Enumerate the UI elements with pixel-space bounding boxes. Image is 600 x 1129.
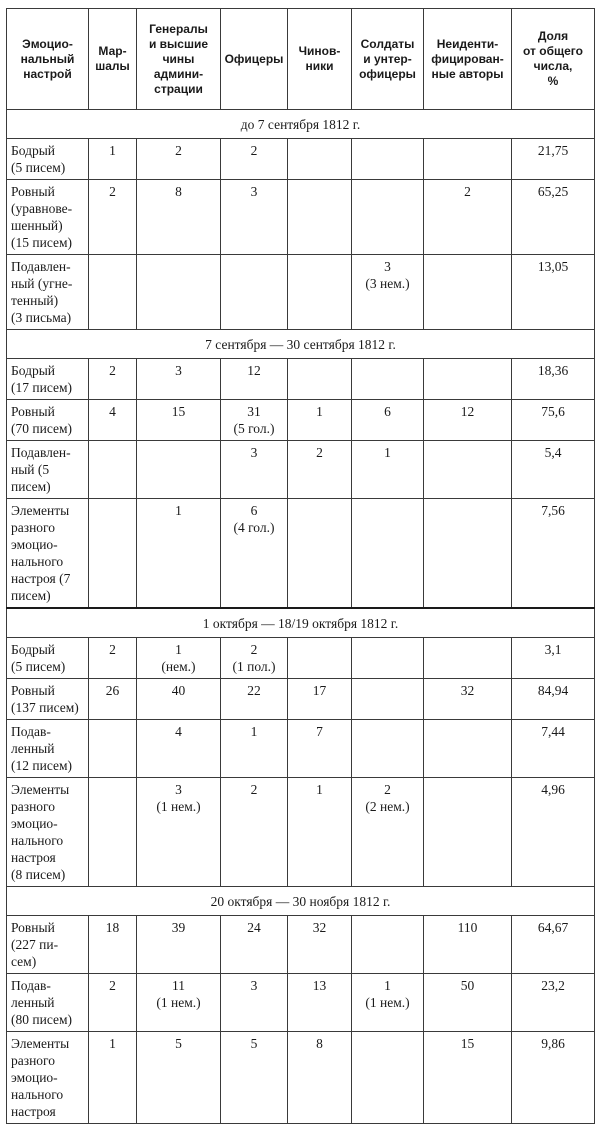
cell-marshals: 1 bbox=[89, 1032, 137, 1124]
mood-cell: Элементы разного эмоцио- нального настроя (8 писем) bbox=[7, 778, 89, 887]
cell-share: 3,1 bbox=[512, 638, 595, 679]
cell-marshals: 2 bbox=[89, 974, 137, 1032]
cell-share: 5,4 bbox=[512, 441, 595, 499]
cell-marshals bbox=[89, 255, 137, 330]
mood-cell: Подав- ленный (12 писем) bbox=[7, 720, 89, 778]
cell-generals: 8 bbox=[137, 180, 221, 255]
cell-officials bbox=[288, 180, 352, 255]
cell-unidentified bbox=[424, 778, 512, 887]
period-label: 7 сентября — 30 сентября 1812 г. bbox=[7, 330, 595, 359]
table-row bbox=[7, 441, 595, 499]
mood-cell: Ровный (137 писем) bbox=[7, 679, 89, 720]
mood-cell: Подавлен- ный (угне- тенный) (3 письма) bbox=[7, 255, 89, 330]
mood-cell: Бодрый (17 писем) bbox=[7, 359, 89, 400]
cell-officers: 6 (4 гол.) bbox=[221, 499, 288, 609]
cell-officers: 2 (1 пол.) bbox=[221, 638, 288, 679]
cell-officials: 8 bbox=[288, 1032, 352, 1124]
cell-officials: 1 bbox=[288, 400, 352, 441]
table-row bbox=[7, 139, 595, 180]
cell-unidentified bbox=[424, 638, 512, 679]
period-row bbox=[7, 887, 595, 916]
header-unidentified: Неиденти- фицирован- ные авторы bbox=[424, 9, 512, 110]
cell-officials: 32 bbox=[288, 916, 352, 974]
period-label: 20 октября — 30 ноября 1812 г. bbox=[7, 887, 595, 916]
header-soldiers: Солдаты и унтер- офицеры bbox=[352, 9, 424, 110]
period-row bbox=[7, 330, 595, 359]
cell-generals: 5 bbox=[137, 1032, 221, 1124]
cell-generals: 11 (1 нем.) bbox=[137, 974, 221, 1032]
cell-marshals: 2 bbox=[89, 359, 137, 400]
cell-marshals bbox=[89, 499, 137, 609]
cell-soldiers bbox=[352, 720, 424, 778]
cell-unidentified: 12 bbox=[424, 400, 512, 441]
cell-generals: 3 (1 нем.) bbox=[137, 778, 221, 887]
cell-soldiers bbox=[352, 139, 424, 180]
cell-officials: 2 bbox=[288, 441, 352, 499]
mood-cell: Подав- ленный (80 писем) bbox=[7, 974, 89, 1032]
cell-officials bbox=[288, 139, 352, 180]
cell-officials: 17 bbox=[288, 679, 352, 720]
cell-share: 65,25 bbox=[512, 180, 595, 255]
cell-unidentified bbox=[424, 359, 512, 400]
period-row bbox=[7, 110, 595, 139]
table-row bbox=[7, 400, 595, 441]
table-row bbox=[7, 916, 595, 974]
table-row bbox=[7, 255, 595, 330]
cell-share: 13,05 bbox=[512, 255, 595, 330]
cell-generals: 2 bbox=[137, 139, 221, 180]
cell-unidentified: 15 bbox=[424, 1032, 512, 1124]
cell-officials: 13 bbox=[288, 974, 352, 1032]
cell-officers: 2 bbox=[221, 778, 288, 887]
header-generals: Генералы и высшие чины админи- страции bbox=[137, 9, 221, 110]
cell-marshals: 26 bbox=[89, 679, 137, 720]
cell-unidentified bbox=[424, 139, 512, 180]
cell-generals: 15 bbox=[137, 400, 221, 441]
cell-unidentified bbox=[424, 720, 512, 778]
cell-generals bbox=[137, 441, 221, 499]
table-row bbox=[7, 679, 595, 720]
cell-officers: 2 bbox=[221, 139, 288, 180]
cell-soldiers bbox=[352, 1032, 424, 1124]
cell-officers: 12 bbox=[221, 359, 288, 400]
cell-soldiers bbox=[352, 180, 424, 255]
table-row bbox=[7, 720, 595, 778]
cell-soldiers: 1 (1 нем.) bbox=[352, 974, 424, 1032]
cell-marshals bbox=[89, 778, 137, 887]
period-label: 1 октября — 18/19 октября 1812 г. bbox=[7, 608, 595, 638]
table-row bbox=[7, 1032, 595, 1124]
cell-generals: 3 bbox=[137, 359, 221, 400]
mood-cell: Ровный (уравнове- шенный) (15 писем) bbox=[7, 180, 89, 255]
mood-cell: Бодрый (5 писем) bbox=[7, 638, 89, 679]
mood-statistics-table bbox=[6, 8, 595, 1124]
cell-marshals bbox=[89, 441, 137, 499]
cell-unidentified: 50 bbox=[424, 974, 512, 1032]
cell-soldiers bbox=[352, 916, 424, 974]
table-row bbox=[7, 180, 595, 255]
cell-soldiers bbox=[352, 499, 424, 609]
cell-marshals bbox=[89, 720, 137, 778]
cell-officials bbox=[288, 255, 352, 330]
header-marshals: Мар- шалы bbox=[89, 9, 137, 110]
cell-marshals: 4 bbox=[89, 400, 137, 441]
cell-generals: 39 bbox=[137, 916, 221, 974]
cell-share: 7,56 bbox=[512, 499, 595, 609]
header-share: Доля от общего числа, % bbox=[512, 9, 595, 110]
cell-officers bbox=[221, 255, 288, 330]
cell-marshals: 18 bbox=[89, 916, 137, 974]
cell-officers: 22 bbox=[221, 679, 288, 720]
cell-officers: 24 bbox=[221, 916, 288, 974]
header-mood: Эмоцио- нальный настрой bbox=[7, 9, 89, 110]
cell-unidentified bbox=[424, 499, 512, 609]
cell-officials bbox=[288, 359, 352, 400]
mood-cell: Подавлен- ный (5 писем) bbox=[7, 441, 89, 499]
table-row bbox=[7, 778, 595, 887]
cell-soldiers: 3 (3 нем.) bbox=[352, 255, 424, 330]
cell-unidentified: 32 bbox=[424, 679, 512, 720]
cell-soldiers bbox=[352, 679, 424, 720]
header-officers: Офицеры bbox=[221, 9, 288, 110]
cell-unidentified: 110 bbox=[424, 916, 512, 974]
period-label: до 7 сентября 1812 г. bbox=[7, 110, 595, 139]
cell-soldiers: 6 bbox=[352, 400, 424, 441]
mood-cell: Бодрый (5 писем) bbox=[7, 139, 89, 180]
cell-unidentified bbox=[424, 255, 512, 330]
cell-share: 18,36 bbox=[512, 359, 595, 400]
header-row bbox=[7, 9, 595, 110]
cell-share: 23,2 bbox=[512, 974, 595, 1032]
cell-share: 64,67 bbox=[512, 916, 595, 974]
mood-cell: Ровный (70 писем) bbox=[7, 400, 89, 441]
cell-share: 21,75 bbox=[512, 139, 595, 180]
cell-unidentified: 2 bbox=[424, 180, 512, 255]
cell-marshals: 2 bbox=[89, 180, 137, 255]
cell-officers: 3 bbox=[221, 974, 288, 1032]
period-row bbox=[7, 608, 595, 638]
cell-officials bbox=[288, 499, 352, 609]
cell-marshals: 2 bbox=[89, 638, 137, 679]
cell-officers: 3 bbox=[221, 441, 288, 499]
cell-soldiers: 1 bbox=[352, 441, 424, 499]
cell-soldiers bbox=[352, 638, 424, 679]
mood-cell: Ровный (227 пи- сем) bbox=[7, 916, 89, 974]
cell-officials bbox=[288, 638, 352, 679]
cell-generals: 1 bbox=[137, 499, 221, 609]
cell-officers: 5 bbox=[221, 1032, 288, 1124]
table-body bbox=[7, 110, 595, 1124]
header-officials: Чинов- ники bbox=[288, 9, 352, 110]
cell-generals: 4 bbox=[137, 720, 221, 778]
table-row bbox=[7, 359, 595, 400]
cell-share: 7,44 bbox=[512, 720, 595, 778]
cell-unidentified bbox=[424, 441, 512, 499]
cell-soldiers bbox=[352, 359, 424, 400]
cell-share: 9,86 bbox=[512, 1032, 595, 1124]
cell-share: 75,6 bbox=[512, 400, 595, 441]
cell-officers: 1 bbox=[221, 720, 288, 778]
cell-generals: 40 bbox=[137, 679, 221, 720]
mood-cell: Элементы разного эмоцио- нального настроя (7 писем) bbox=[7, 499, 89, 609]
cell-soldiers: 2 (2 нем.) bbox=[352, 778, 424, 887]
cell-generals: 1 (нем.) bbox=[137, 638, 221, 679]
cell-officers: 31 (5 гол.) bbox=[221, 400, 288, 441]
table-row bbox=[7, 499, 595, 609]
mood-cell: Элементы разного эмоцио- нального настроя bbox=[7, 1032, 89, 1124]
table-row bbox=[7, 638, 595, 679]
cell-marshals: 1 bbox=[89, 139, 137, 180]
table-row bbox=[7, 974, 595, 1032]
cell-officials: 7 bbox=[288, 720, 352, 778]
cell-share: 4,96 bbox=[512, 778, 595, 887]
cell-share: 84,94 bbox=[512, 679, 595, 720]
cell-generals bbox=[137, 255, 221, 330]
cell-officials: 1 bbox=[288, 778, 352, 887]
cell-officers: 3 bbox=[221, 180, 288, 255]
